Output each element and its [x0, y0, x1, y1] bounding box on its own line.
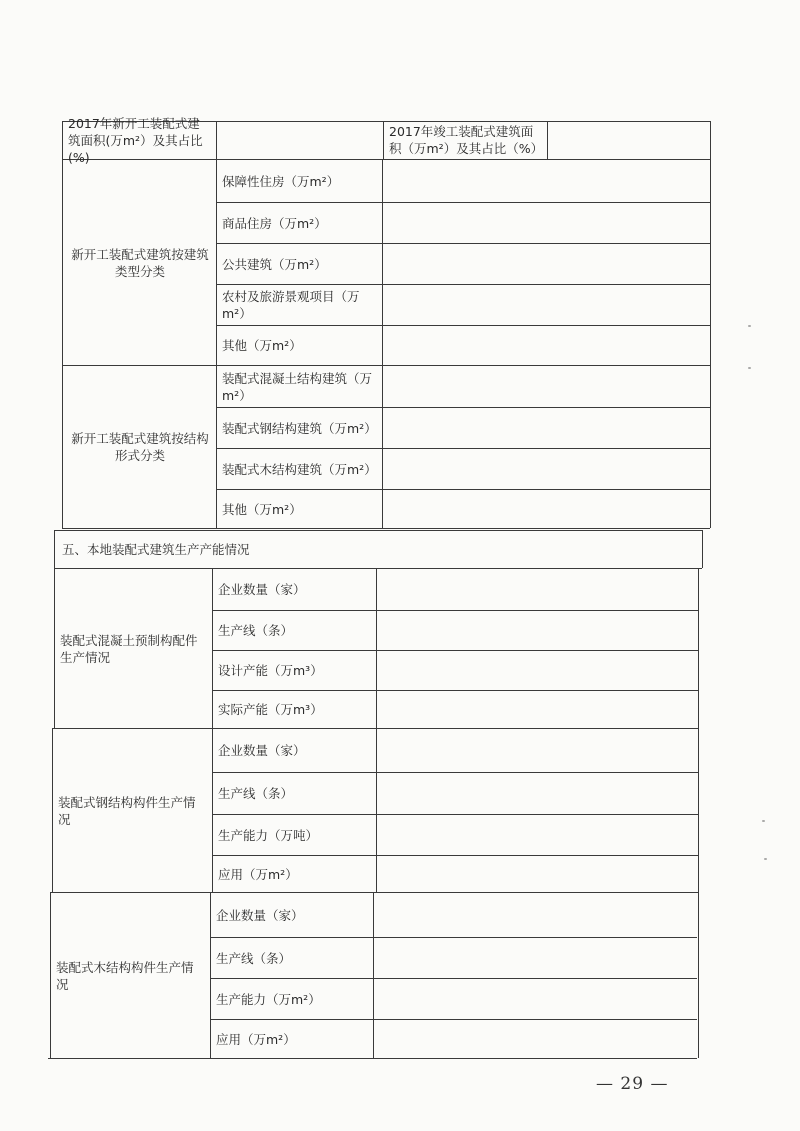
scan-speck	[764, 858, 767, 860]
row-label: 保障性住房（万m²）	[222, 173, 340, 189]
row-label: 企业数量（家）	[216, 907, 304, 923]
group-label-building-type: 新开工装配式建筑按建筑类型分类	[71, 246, 209, 279]
group-label-wood: 装配式木结构构件生产情况	[56, 959, 194, 992]
row-label: 生产线（条）	[218, 786, 294, 801]
completed-area-value	[549, 122, 708, 158]
row-label: 应用（万m²）	[218, 866, 298, 882]
row-label: 商品住房（万m²）	[222, 215, 327, 231]
page-number: — 29 —	[596, 1074, 669, 1094]
row-label: 应用（万m²）	[216, 1031, 296, 1047]
row-label: 企业数量（家）	[218, 743, 306, 758]
row-label: 设计产能（万m³）	[218, 663, 323, 678]
row-label: 实际产能（万m³）	[218, 702, 323, 717]
row-label: 生产线（条）	[218, 623, 294, 638]
row-label: 生产线（条）	[216, 950, 292, 966]
row-label: 生产能力（万吨）	[218, 827, 319, 843]
section-title: 五、本地装配式建筑生产产能情况	[62, 542, 250, 557]
new-area-header	[64, 115, 214, 165]
row-label: 装配式混凝土结构建筑（万m²）	[222, 370, 373, 403]
group-label-concrete: 装配式混凝土预制构配件生产情况	[60, 632, 198, 665]
completed-area-header	[385, 122, 545, 158]
row-label: 公共建筑（万m²）	[222, 256, 327, 272]
row-label: 其他（万m²）	[222, 338, 302, 353]
row-label: 生产能力（万m²）	[216, 991, 321, 1007]
completed-area-label: 2017年竣工装配式建筑面积（万m²）及其占比（%）	[389, 124, 544, 156]
row-label: 装配式木结构建筑（万m²）	[222, 461, 377, 477]
scan-speck	[762, 820, 765, 822]
row-label: 企业数量（家）	[218, 582, 306, 597]
new-area-label: 2017年新开工装配式建筑面积(万m²）及其占比(%)	[68, 115, 203, 165]
new-area-value	[218, 122, 381, 158]
row-label: 其他（万m²）	[222, 501, 302, 517]
group-label-structure-type: 新开工装配式建筑按结构形式分类	[71, 431, 209, 463]
row-label: 农村及旅游景观项目（万m²）	[222, 289, 360, 321]
scan-speck	[748, 325, 751, 327]
scan-speck	[748, 367, 751, 369]
table-production-capacity	[0, 528, 800, 1068]
table-building-area	[0, 0, 800, 530]
group-label-steel: 装配式钢结构构件生产情况	[58, 794, 196, 827]
row-label: 装配式钢结构建筑（万m²）	[222, 420, 377, 436]
